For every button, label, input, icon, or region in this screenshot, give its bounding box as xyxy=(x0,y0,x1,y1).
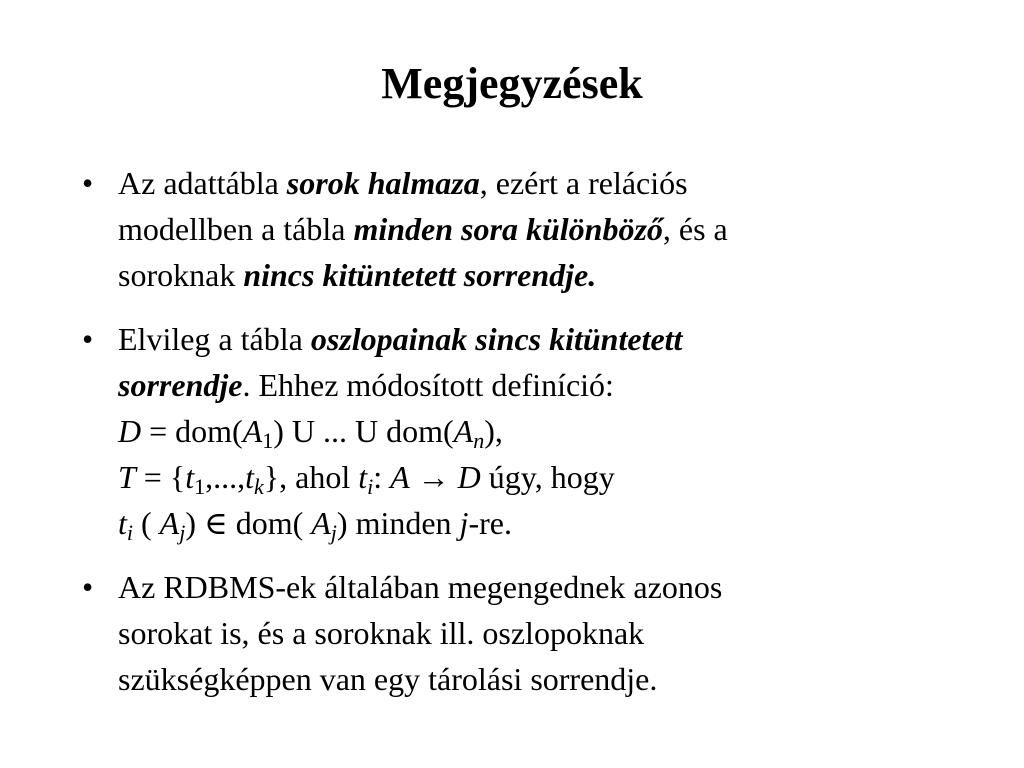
text: úgy, hogy xyxy=(480,459,615,495)
bullet-item-1 xyxy=(78,160,958,298)
symbol: t xyxy=(118,505,127,541)
emphasis: sorok halmaza xyxy=(286,165,480,201)
subscript: n xyxy=(473,428,485,453)
emphasis: sorrendje xyxy=(118,367,243,403)
subscript: 1 xyxy=(194,474,206,499)
text: Elvileg a tábla xyxy=(118,321,311,357)
text: -re. xyxy=(468,505,512,541)
symbol: A xyxy=(159,505,180,541)
subscript: j xyxy=(330,520,337,545)
text: . Ehhez módosított definíció: xyxy=(242,367,614,403)
symbol: D xyxy=(457,459,481,495)
text: sorokat is, és a soroknak ill. oszlopoknak xyxy=(118,615,645,651)
text: ), xyxy=(484,413,503,449)
symbol: j xyxy=(459,505,469,541)
bullet-item-2 xyxy=(78,316,958,546)
symbol: A xyxy=(242,413,263,449)
bullet-list xyxy=(78,160,958,720)
symbol: A xyxy=(311,505,331,541)
symbol: A xyxy=(390,459,410,495)
subscript: j xyxy=(179,520,186,545)
symbol: T xyxy=(118,459,136,495)
bullet-marker: • xyxy=(82,321,94,357)
symbol: A xyxy=(453,413,474,449)
text: soroknak xyxy=(118,257,244,293)
text: szükségképpen van egy tárolási sorrendje. xyxy=(118,661,658,697)
text: , ezért a relációs xyxy=(479,165,688,201)
text: ) U ... U dom( xyxy=(273,413,454,449)
subscript: i xyxy=(367,474,374,499)
text: Az adattábla xyxy=(118,165,287,201)
text: Az RDBMS-ek általában megengednek azonos xyxy=(118,569,723,605)
text: }, ahol xyxy=(263,459,359,495)
slide-title: Megjegyzések xyxy=(381,59,643,108)
bullet-marker: • xyxy=(82,165,94,201)
formula-line-2 xyxy=(118,459,615,499)
text: = { xyxy=(135,459,186,495)
text: = dom( xyxy=(141,413,243,449)
arrow-icon: → xyxy=(409,459,458,495)
text: ) ∈ dom( xyxy=(185,505,312,541)
symbol: t xyxy=(358,459,368,495)
text: ,..., xyxy=(205,459,246,495)
emphasis: minden sora különböző xyxy=(353,211,663,247)
text: modellben a tábla xyxy=(118,211,354,247)
symbol: t xyxy=(185,459,195,495)
formula-line-1 xyxy=(118,413,503,453)
symbol: D xyxy=(118,413,142,449)
bullet-marker: • xyxy=(82,569,94,605)
symbol: t xyxy=(245,459,254,495)
subscript: i xyxy=(126,520,134,545)
text: : xyxy=(373,459,391,495)
emphasis: nincs kitüntetett sorrendje. xyxy=(243,257,597,293)
text: ( xyxy=(133,505,160,541)
text: ) minden xyxy=(336,505,460,541)
subscript: 1 xyxy=(262,428,274,453)
bullet-item-3 xyxy=(78,564,958,702)
subscript: k xyxy=(253,474,264,499)
formula-line-3 xyxy=(118,505,512,545)
emphasis: oszlopainak sincs kitüntetett xyxy=(310,321,683,357)
text: , és a xyxy=(662,211,728,247)
